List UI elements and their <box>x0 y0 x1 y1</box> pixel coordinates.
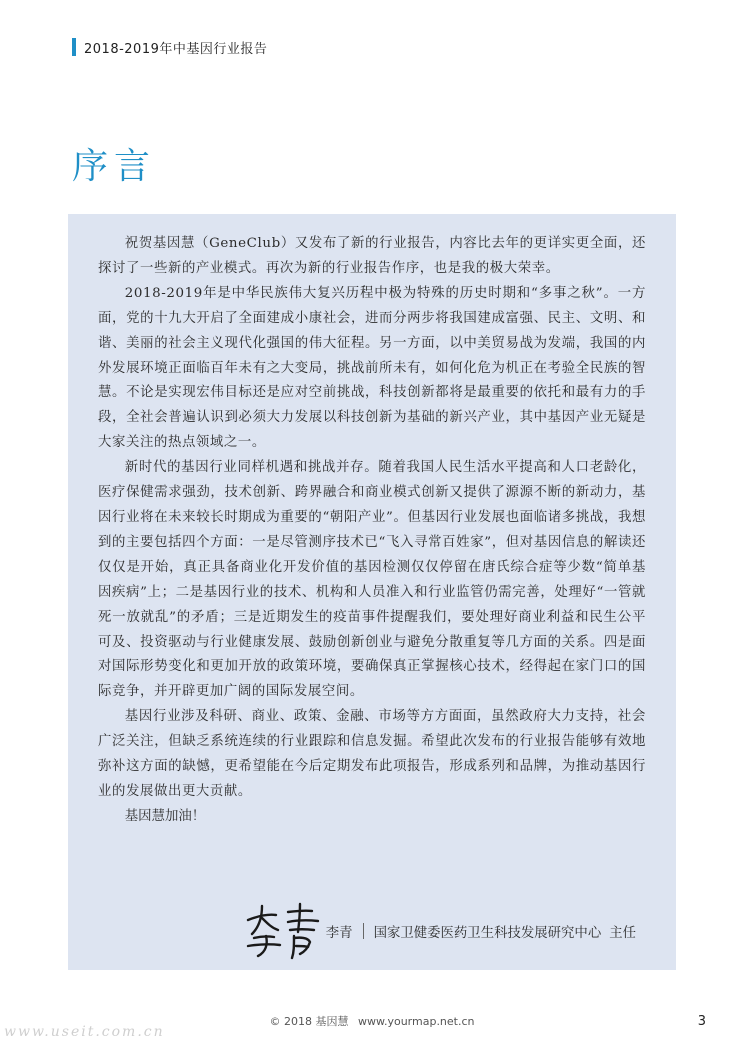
running-header <box>72 38 267 56</box>
signer-name: 李青 <box>325 925 353 941</box>
signer-organization: 国家卫健委医药卫生科技发展研究中心 <box>373 925 602 941</box>
header-accent-bar <box>72 38 76 56</box>
preface-paragraph-1: 祝贺基因慧（GeneClub）又发布了新的行业报告，内容比去年的更详实更全面，还探讨了一些新的产业模式。再次为新的行业报告作序，也是我的极大荣幸。 <box>98 236 646 276</box>
signer-role: 主任 <box>609 925 636 941</box>
footer-website: www.yourmap.net.cn <box>357 1015 475 1028</box>
page-number: 3 <box>697 1014 706 1029</box>
watermark: www.useit.com.cn <box>4 1024 165 1040</box>
preface-cheer: 基因慧加油！ <box>124 808 206 824</box>
signature-row <box>242 902 636 960</box>
page-title: 序言 <box>72 146 157 188</box>
preface-paragraph-3: 新时代的基因行业同样机遇和挑战并存。随着我国人民生活水平提高和人口老龄化，医疗保健需求强劲，技术创新、跨界融合和商业模式创新又提供了源源不断的新动力，基因行业将在未来较长时期成为重要的“朝阳产业”。但基因行业发展也面临诸多挑战，我想到的主要包括四个方面：一是尽管测序技术已“飞入寻常百姓家”，但对基因信息的解读还仅仅是开始，真正具备商业化开发价值的基因检测仅仅停留在唐氏综合症等少数“简单基因疾病”上；二是基因行业的技术、机构和人员准入和行业监管仍需完善，处理好“一管就死一放就乱”的矛盾；三是近期发生的疫苗事件提醒我们，要处理好商业利益和民生公平可及、投资驱动与行业健康发展、鼓励创新创业与避免分散重复等几方面的关系。四是面对国际形势变化和更加开放的政策环境，要确保真正掌握核心技术，经得起在家门口的国际竞争，并开辟更加广阔的国际发展空间。 <box>98 460 646 700</box>
preface-paragraph-4: 基因行业涉及科研、商业、政策、金融、市场等方方面面，虽然政府大力支持，社会广泛关注，但缺乏系统连续的行业跟踪和信息发掘。希望此次发布的行业报告能够有效地弥补这方面的缺憾，更希望能在今后定期发布此项报告，形成系列和品牌，为推动基因行业的发展做出更大贡献。 <box>98 709 646 799</box>
handwritten-signature <box>242 902 324 960</box>
preface-box <box>68 214 676 970</box>
footer-copyright: © 2018 基因慧 <box>269 1015 349 1028</box>
header-title: 2018-2019年中基因行业报告 <box>84 41 268 57</box>
signature-divider <box>363 923 364 939</box>
preface-paragraph-2: 2018-2019年是中华民族伟大复兴历程中极为特殊的历史时期和“多事之秋”。一方面，党的十九大开启了全面建成小康社会，进而分两步将我国建成富强、民主、文明、和谐、美丽的社会主义现代化强国的伟大征程。另一方面，以中美贸易战为发端，我国的内外发展环境正面临百年未有之大变局，挑战前所未有，如何化危为机正在考验全民族的智慧。不论是实现宏伟目标还是应对空前挑战，科技创新都将是最重要的依托和最有力的手段，全社会普遍认识到必须大力发展以科技创新为基础的新兴产业，其中基因产业无疑是大家关注的热点领域之一。 <box>98 285 646 451</box>
